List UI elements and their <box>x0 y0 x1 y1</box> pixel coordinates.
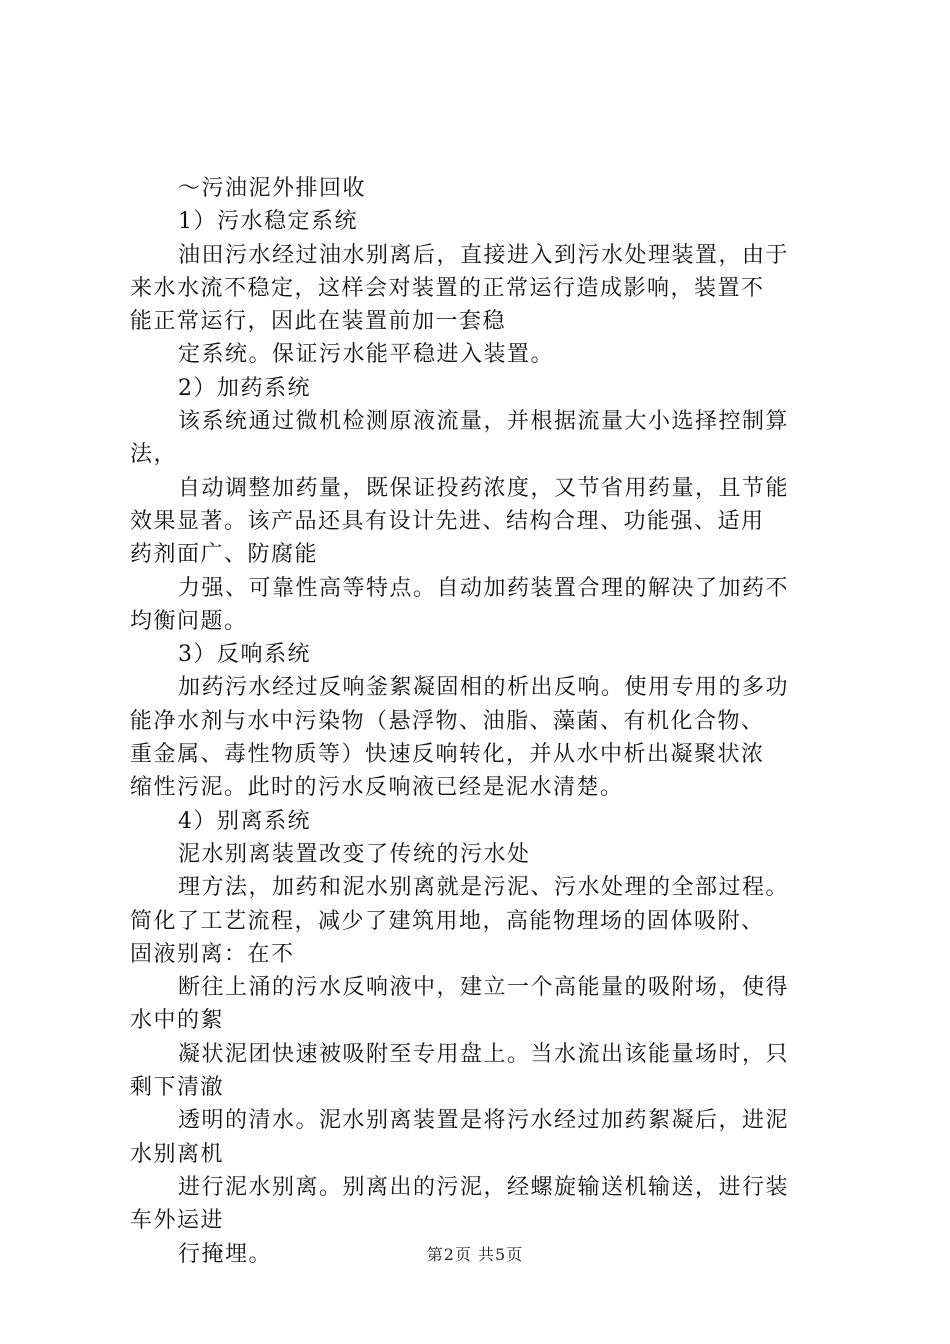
document-line: 该系统通过微机检测原液流量，并根据流量大小选择控制算 <box>178 409 790 435</box>
document-line: 3）反响系统 <box>178 642 311 668</box>
document-line: 力强、可靠性高等特点。自动加药装置合理的解决了加药不 <box>178 575 790 601</box>
document-line: 水中的絮 <box>130 1008 225 1034</box>
document-line: 剩下清澈 <box>130 1075 225 1101</box>
document-line: 2）加药系统 <box>178 375 311 401</box>
document-line: ～污油泥外排回收 <box>178 176 367 201</box>
document-line: 缩性污泥。此时的污水反响液已经是泥水清楚。 <box>130 775 624 801</box>
document-line: 1）污水稳定系统 <box>178 209 358 235</box>
document-line: 重金属、毒性物质等）快速反响转化，并从水中析出凝聚状浓 <box>130 742 765 768</box>
document-line: 车外运进 <box>130 1208 225 1234</box>
document-line: 4）别离系统 <box>178 808 311 834</box>
document-line: 断往上涌的污水反响液中，建立一个高能量的吸附场，使得 <box>178 975 790 1001</box>
document-line: 理方法，加药和泥水别离就是污泥、污水处理的全部过程。 <box>178 875 790 901</box>
document-line: 自动调整加药量，既保证投药浓度，又节省用药量，且节能 <box>178 475 790 501</box>
document-line: 法， <box>130 442 178 468</box>
document-line: 简化了工艺流程，减少了建筑用地，高能物理场的固体吸附、 <box>130 908 765 934</box>
document-line: 效果显著。该产品还具有设计先进、结构合理、功能强、适用 <box>130 508 765 534</box>
document-line: 能正常运行，因此在装置前加一套稳 <box>130 309 507 335</box>
document-line: 油田污水经过油水别离后，直接进入到污水处理装置，由于 <box>178 242 790 268</box>
document-line: 水别离机 <box>130 1141 225 1167</box>
document-line: 来水水流不稳定，这样会对装置的正常运行造成影响，装置不 <box>130 275 765 301</box>
document-line: 行掩埋。 <box>178 1241 273 1267</box>
document-line: 固液别离：在不 <box>130 941 295 967</box>
document-line: 定系统。保证污水能平稳进入装置。 <box>178 342 555 368</box>
document-line: 药剂面广、防腐能 <box>130 542 319 568</box>
document-body <box>130 172 835 1271</box>
page-footer: 第2页 共5页 <box>426 1245 524 1264</box>
document-line: 均衡问题。 <box>130 608 248 634</box>
document-line: 凝状泥团快速被吸附至专用盘上。当水流出该能量场时，只 <box>178 1041 790 1067</box>
document-line: 加药污水经过反响釜絮凝固相的析出反响。使用专用的多功 <box>178 675 790 701</box>
document-line: 泥水别离装置改变了传统的污水处 <box>178 841 531 867</box>
document-line: 能净水剂与水中污染物（悬浮物、油脂、藻菌、有机化合物、 <box>130 708 765 734</box>
document-line: 透明的清水。泥水别离装置是将污水经过加药絮凝后，进泥 <box>178 1108 790 1134</box>
document-line: 进行泥水别离。别离出的污泥，经螺旋输送机输送，进行装 <box>178 1174 790 1200</box>
